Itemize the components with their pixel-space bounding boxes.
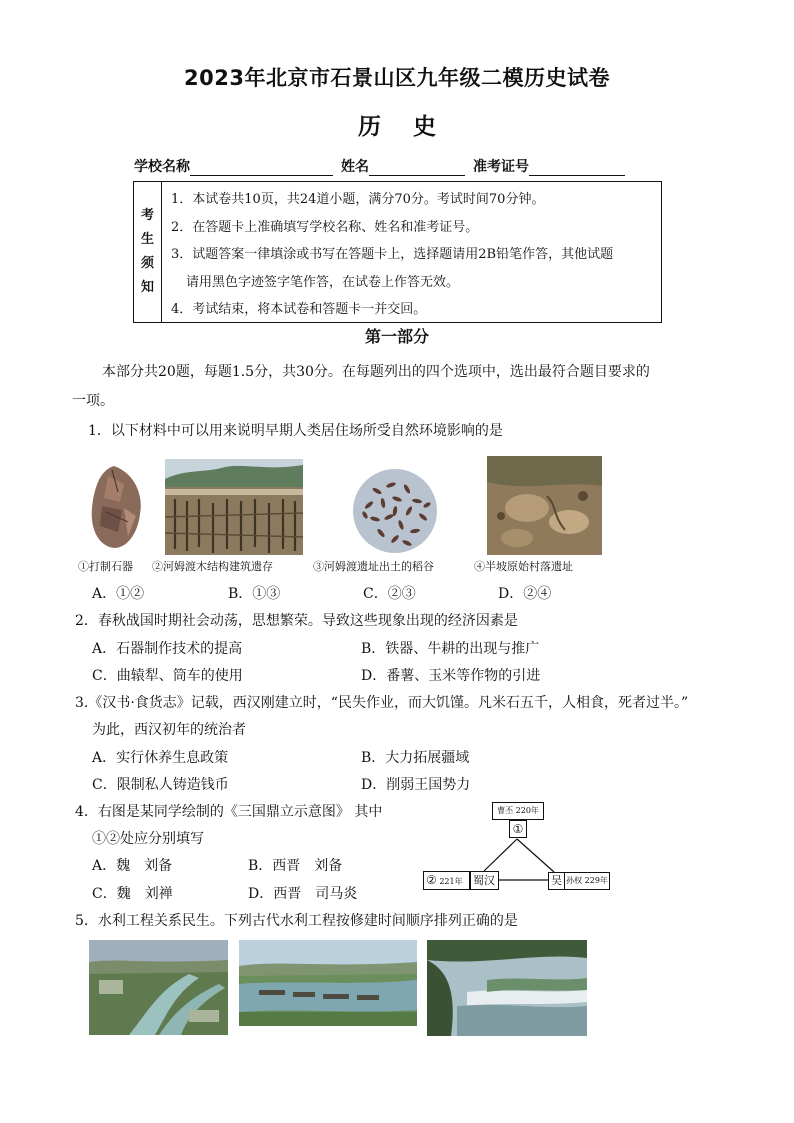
q1-caption: ②河姆渡木结构建筑遗存 bbox=[152, 560, 273, 573]
part-heading: 第一部分 bbox=[364, 327, 429, 346]
q1-caption: ④半坡原始村落遗址 bbox=[474, 560, 573, 573]
q1-option-a[interactable]: A．①② bbox=[92, 586, 145, 602]
notice-item: 4．考试结束，将本试卷和答题卡一并交回。 bbox=[171, 302, 427, 317]
diagram-top-box: 曹丕 220年 bbox=[492, 802, 544, 820]
q3-option-c[interactable]: C．限制私人铸造钱币 bbox=[92, 777, 229, 793]
notice-item: 请用黑色字迹签字笔作答，在试卷上作答无效。 bbox=[186, 274, 460, 290]
q4-option-c[interactable]: C．魏 刘禅 bbox=[92, 886, 173, 902]
q1-option-c[interactable]: C．②③ bbox=[363, 586, 416, 602]
q4-option-d[interactable]: D．西晋 司马炎 bbox=[248, 886, 358, 902]
q2-option-a[interactable]: A．石器制作技术的提高 bbox=[92, 641, 243, 657]
q1-stem: 1．以下材料中可以用来说明早期人类居住场所受自然环境影响的是 bbox=[88, 423, 503, 439]
banpo-village-image bbox=[487, 456, 602, 555]
notice-label-char: 考 bbox=[140, 208, 154, 223]
diagram-shu-han: 蜀汉 bbox=[469, 871, 499, 890]
q1-caption: ①打制石器 bbox=[78, 560, 133, 573]
q2-option-c[interactable]: C．曲辕犁、筒车的使用 bbox=[92, 668, 243, 684]
q1-option-d[interactable]: D．②④ bbox=[498, 586, 552, 602]
notice-label-char: 须 bbox=[140, 256, 154, 271]
diagram-left-box bbox=[423, 871, 471, 890]
name-label: 姓名 bbox=[341, 159, 369, 175]
diagram-mark-1: ① bbox=[509, 820, 527, 838]
water-project-image-2 bbox=[239, 940, 417, 1026]
q5-stem: 5．水利工程关系民生。下列古代水利工程按修建时间顺序排列正确的是 bbox=[75, 913, 518, 929]
school-label: 学校名称 bbox=[134, 159, 190, 175]
diagram-right-note: 孙权 229年 bbox=[564, 872, 610, 890]
water-project-image-1 bbox=[89, 940, 228, 1035]
name-blank[interactable] bbox=[369, 159, 465, 176]
q2-stem: 2．春秋战国时期社会动荡，思想繁荣。导致这些现象出现的经济因素是 bbox=[75, 613, 518, 629]
exam-id-blank[interactable] bbox=[529, 159, 625, 176]
hemudu-rice-image bbox=[351, 467, 439, 555]
q3-option-d[interactable]: D．削弱王国势力 bbox=[361, 777, 471, 793]
diagram-mark-2: ② bbox=[426, 873, 437, 887]
diagram-wu: 吴 bbox=[548, 872, 565, 890]
notice-label-char: 生 bbox=[140, 232, 154, 247]
school-blank[interactable] bbox=[190, 159, 333, 176]
q3-stem-cont: 为此，西汉初年的统治者 bbox=[92, 722, 246, 738]
diagram-left-year: 221年 bbox=[439, 877, 463, 886]
q3-option-b[interactable]: B．大力拓展疆域 bbox=[361, 750, 470, 766]
stone-tool-image bbox=[84, 462, 148, 552]
water-project-image-3 bbox=[427, 940, 587, 1036]
notice-item: 3．试题答案一律填涂或书写在答题卡上，选择题请用2B铅笔作答，其他试题 bbox=[171, 247, 614, 262]
notice-item: 2．在答题卡上准确填写学校名称、姓名和准考证号。 bbox=[171, 219, 479, 235]
q4-option-b[interactable]: B．西晋 刘备 bbox=[248, 858, 343, 874]
q4-stem-cont: ①②处应分别填写 bbox=[92, 831, 204, 847]
notice-label bbox=[134, 182, 162, 322]
exam-title: 2023年北京市石景山区九年级二模历史试卷 bbox=[184, 66, 610, 90]
student-info-row bbox=[134, 156, 633, 176]
exam-id-label: 准考证号 bbox=[473, 159, 529, 175]
notice-body bbox=[162, 182, 661, 322]
hemudu-wooden-ruins-image bbox=[165, 459, 303, 555]
q3-stem: 3.《汉书·食货志》记载，西汉刚建立时，“民失作业，而大饥馑。凡米石五千，人相食，死者过半。” bbox=[75, 695, 689, 711]
three-kingdoms-diagram bbox=[420, 798, 612, 894]
q1-option-b[interactable]: B．①③ bbox=[228, 586, 281, 602]
q4-stem: 4．右图是某同学绘制的《三国鼎立示意图》 其中 bbox=[75, 804, 383, 820]
subject-title: 历史 bbox=[358, 113, 468, 140]
notice-box bbox=[133, 181, 662, 323]
q3-option-a[interactable]: A．实行休养生息政策 bbox=[92, 750, 229, 766]
part-intro-cont: 一项。 bbox=[72, 393, 114, 409]
q4-option-a[interactable]: A．魏 刘备 bbox=[92, 858, 173, 874]
q2-option-b[interactable]: B．铁器、牛耕的出现与推广 bbox=[361, 641, 540, 657]
q2-option-d[interactable]: D．番薯、玉米等作物的引进 bbox=[361, 668, 541, 684]
notice-label-char: 知 bbox=[140, 280, 154, 295]
notice-item: 1．本试卷共10页，共24道小题，满分70分。考试时间70分钟。 bbox=[171, 192, 545, 207]
q1-caption: ③河姆渡遗址出土的稻谷 bbox=[313, 560, 434, 573]
part-intro: 本部分共20题，每题1.5分，共30分。在每题列出的四个选项中，选出最符合题目要求的 bbox=[102, 364, 650, 380]
